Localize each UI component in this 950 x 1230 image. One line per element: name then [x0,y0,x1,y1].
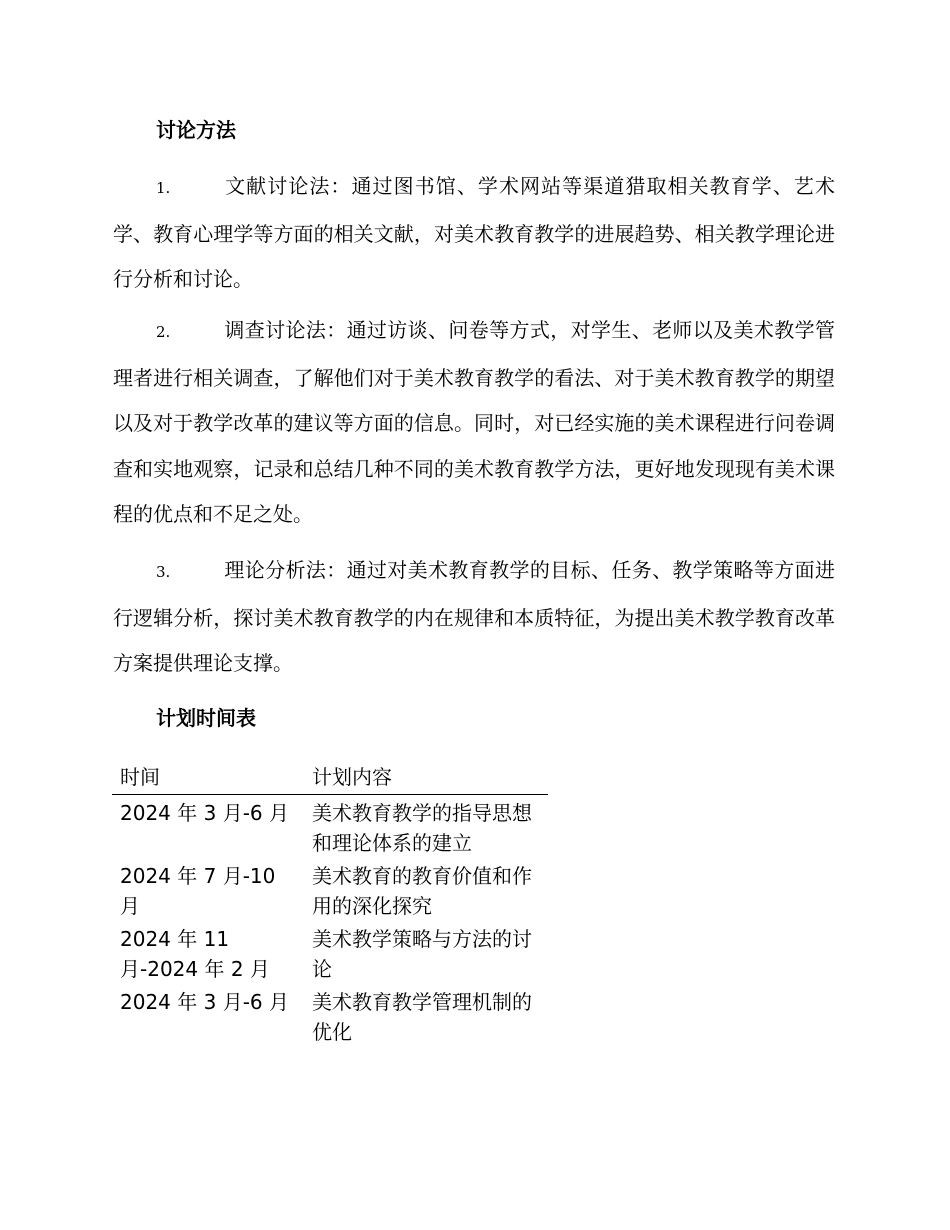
schedule-table [112,760,548,1047]
method-text-3: 理论分析法：通过对美术教育教学的目标、任务、教学策略等方面进行逻辑分析，探讨美术教育教学的内在规律和本质特征，为提出美术教学教育改革方案提供理论支撑。 [113,558,835,675]
schedule-header-row [112,760,548,795]
schedule-cell-content: 美术教育教学的指导思想和理论体系的建立 [312,801,532,855]
schedule-header-time: 时间 [112,760,304,795]
schedule-header-content: 计划内容 [304,760,548,795]
method-number-1: 1. [156,179,171,197]
section-heading-schedule: 计划时间表 [156,706,256,730]
table-row [112,795,548,859]
schedule-cell-content: 美术教学策略与方法的讨论 [312,927,532,981]
table-row [112,858,548,921]
section-heading-methods: 讨论方法 [156,118,236,142]
schedule-cell-content: 美术教育的教育价值和作用的深化探究 [312,864,532,918]
method-paragraph-2 [113,308,835,538]
schedule-cell-time: 2024 年 3 月-6 月 [120,801,289,825]
table-row [112,921,548,984]
schedule-cell-time: 2024 年 7 月-10 月 [120,864,276,918]
schedule-cell-content: 美术教育教学管理机制的优化 [312,990,532,1044]
method-text-2: 调查讨论法：通过访谈、问卷等方式，对学生、老师以及美术教学管理者进行相关调查，了解他们对于美术教育教学的看法、对于美术教育教学的期望以及对于教学改革的建议等方面的信息。同时，对已经实施的美术课程进行问卷调查和实地观察，记录和总结几种不同的美术教育教学方法，更好地发现现有美术课程的优点和不足之处。 [113,318,835,526]
table-row [112,984,548,1047]
method-paragraph-1 [113,164,835,303]
method-number-3: 3. [156,563,171,581]
method-number-2: 2. [156,323,171,341]
schedule-cell-time: 2024 年 11 月-2024 年 2 月 [120,927,270,981]
method-paragraph-3 [113,548,835,687]
method-text-1: 文献讨论法：通过图书馆、学术网站等渠道猎取相关教育学、艺术学、教育心理学等方面的相关文献，对美术教育教学的进展趋势、相关教学理论进行分析和讨论。 [113,174,835,291]
schedule-cell-time: 2024 年 3 月-6 月 [120,990,289,1014]
